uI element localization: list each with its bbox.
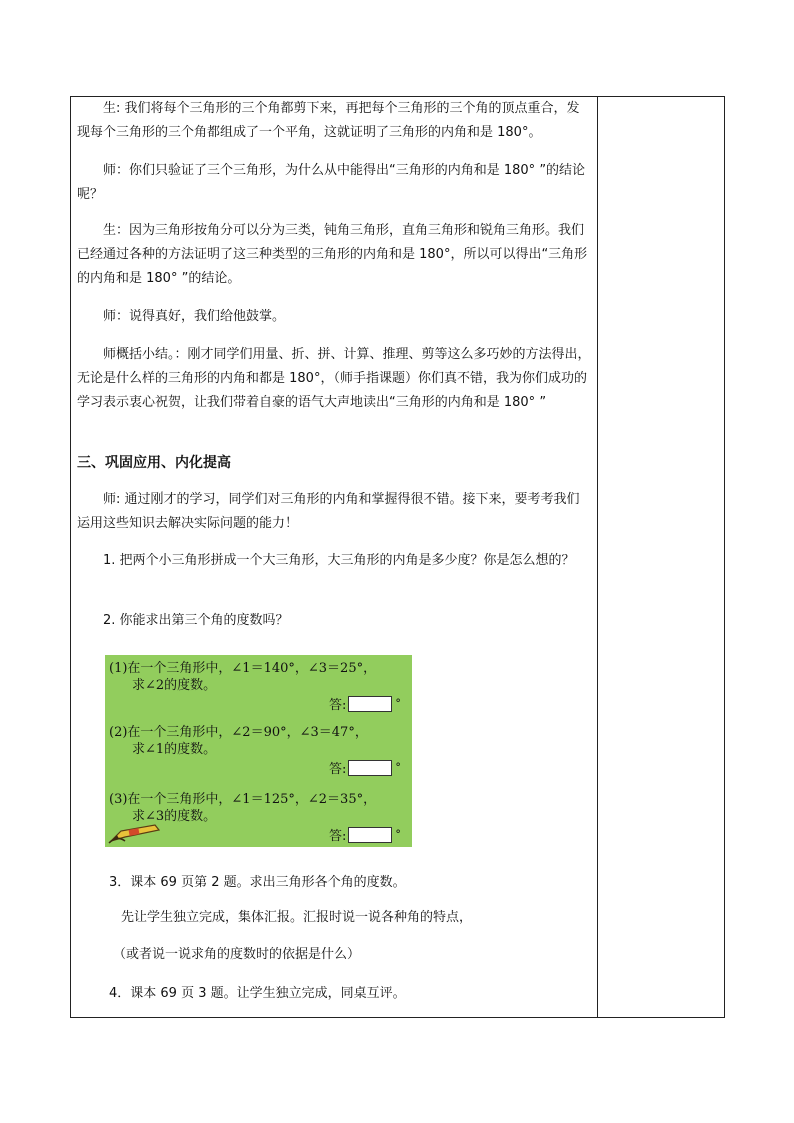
section-heading: 三、巩固应用、内化提高 (77, 455, 231, 471)
answer-label: 答: (329, 698, 347, 713)
answer-box (348, 827, 392, 843)
answer-label: 答: (329, 762, 347, 777)
q3-line2: 求∠3的度数。 (132, 809, 217, 824)
q2-answer (329, 758, 401, 777)
exercise-1: 1. 把两个小三角形拼成一个大三角形，大三角形的内角是多少度？你是怎么想的？ (103, 553, 575, 568)
exercise-image (105, 655, 412, 847)
q3-answer (329, 825, 401, 844)
column-divider (597, 97, 598, 1017)
q2-line1: (2)在一个三角形中，∠2＝90°，∠3＝47°， (109, 725, 368, 740)
exercise-3: 3．课本 69 页第 2 题。求出三角形各个角的度数。 (109, 875, 406, 890)
teacher-summary: 师概括小结。：刚才同学们用量、折、拼、计算、推理、剪等这么多巧妙的方法得出，无论是什么样的三角形的内角和都是 180°，（师手指课题）你们真不错，我为你们成功的学习表示衷心祝贺，让我们带着自豪的语气大声地读出“三角形的内角和是 180° ” (77, 347, 591, 410)
student-answer-1: 生: 我们将每个三角形的三个角都剪下来，再把每个三角形的三个角的顶点重合，发现每个三角形的三个角都组成了一个平角，这就证明了三角形的内角和是 180°。 (77, 101, 580, 140)
pencil-icon (107, 821, 163, 845)
teacher-intro: 师: 通过刚才的学习，同学们对三角形的内角和掌握得很不错。接下来，要考考我们运用这些知识去解决实际问题的能力！ (77, 492, 580, 531)
degree-mark: ° (395, 828, 401, 841)
exercise-4: 4．课本 69 页 3 题。让学生独立完成，同桌互评。 (109, 986, 406, 1001)
answer-box (348, 696, 392, 712)
degree-mark: ° (395, 761, 401, 774)
teacher-praise: 师：说得真好，我们给他鼓掌。 (103, 309, 286, 324)
exercise-3-method: 先让学生独立完成，集体汇报。汇报时说一说各种角的特点， (121, 910, 473, 925)
q1-line2: 求∠2的度数。 (132, 678, 217, 693)
teacher-question: 师：你们只验证了三个三角形，为什么从中能得出“三角形的内角和是 180° ”的结论呢？ (77, 163, 586, 202)
answer-box (348, 760, 392, 776)
lesson-table (70, 96, 725, 1018)
student-answer-2: 生：因为三角形按角分可以分为三类，钝角三角形，直角三角形和锐角三角形。我们已经通过各种的方法证明了这三种类型的三角形的内角和是 180°，所以可以得出“三角形的内角和是 180° ”的结论。 (77, 223, 588, 286)
q1-answer (329, 694, 401, 713)
exercise-3-note: （或者说一说求角的度数时的依据是什么） (113, 947, 361, 962)
q2-line2: 求∠1的度数。 (132, 742, 217, 757)
q3-line1: (3)在一个三角形中，∠1＝125°，∠2＝35°， (109, 792, 377, 807)
q1-line1: (1)在一个三角形中，∠1＝140°，∠3＝25°， (109, 661, 377, 676)
answer-label: 答: (329, 829, 347, 844)
degree-mark: ° (395, 697, 401, 710)
exercise-2: 2. 你能求出第三个角的度数吗？ (103, 613, 289, 628)
